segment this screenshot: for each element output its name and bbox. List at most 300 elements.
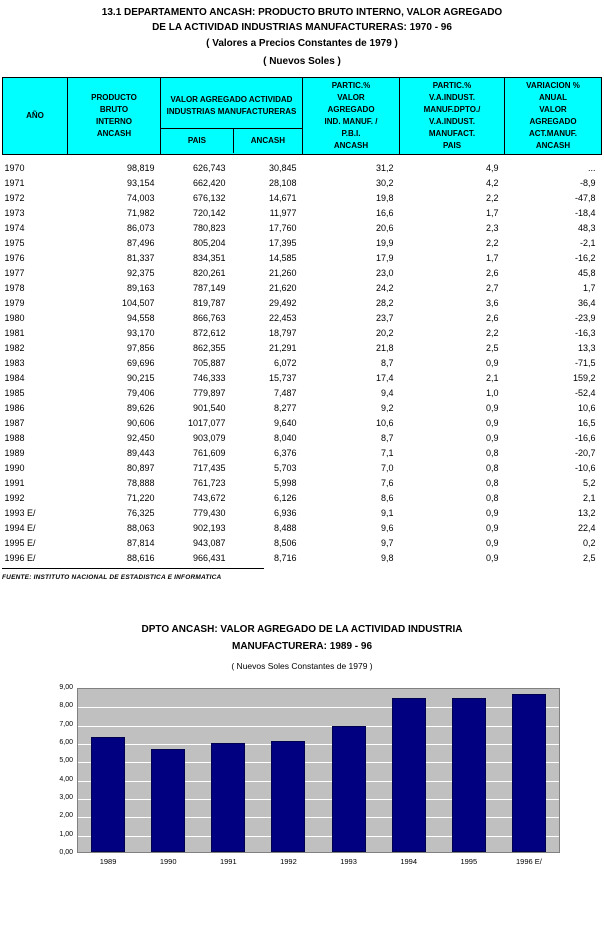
cell-va-ancash: 21,260 bbox=[268, 268, 297, 278]
chart-y-tick-label: 7,00 bbox=[59, 720, 73, 728]
column-header-variacion-l2: ANUAL bbox=[539, 93, 567, 102]
column-header-partic1-l5: P.B.I. bbox=[341, 129, 361, 138]
cell-partic-pbi: 17,9 bbox=[375, 253, 394, 263]
cell-pbi: 87,814 bbox=[126, 538, 155, 548]
cell-va-ancash: 9,640 bbox=[273, 418, 297, 428]
cell-year: 1984 bbox=[4, 373, 25, 383]
cell-partic-pbi: 31,2 bbox=[375, 163, 394, 173]
table-row bbox=[3, 521, 602, 536]
table-row bbox=[3, 341, 602, 356]
cell-partic-pbi: 23,7 bbox=[375, 313, 394, 323]
cell-pbi: 90,606 bbox=[126, 418, 155, 428]
cell-year: 1970 bbox=[4, 163, 25, 173]
chart-y-tick-label: 2,00 bbox=[59, 812, 73, 820]
table-row bbox=[3, 161, 602, 176]
cell-year: 1992 bbox=[4, 493, 25, 503]
cell-partic-pais: 2,1 bbox=[485, 373, 499, 383]
cell-partic-pbi: 7,6 bbox=[380, 478, 394, 488]
cell-partic-pais: 0,9 bbox=[485, 358, 499, 368]
title-line-2: DE LA ACTIVIDAD INDUSTRIAS MANUFACTURERAS: 1970 - 96 bbox=[152, 22, 452, 33]
column-header-va-l1: VALOR AGREGADO ACTIVIDAD bbox=[170, 94, 293, 104]
chart-block bbox=[0, 621, 604, 877]
cell-partic-pais: 3,6 bbox=[485, 298, 499, 308]
cell-year: 1972 bbox=[4, 193, 25, 203]
cell-variacion: 159,2 bbox=[572, 373, 596, 383]
cell-year: 1990 bbox=[4, 463, 25, 473]
column-header-va-subcolumns bbox=[161, 129, 302, 153]
column-header-pbi-l1: PRODUCTO bbox=[91, 93, 137, 102]
cell-va-pais: 720,142 bbox=[192, 208, 226, 218]
cell-variacion: 2,1 bbox=[582, 493, 596, 503]
cell-partic-pbi: 24,2 bbox=[375, 283, 394, 293]
column-header-partic2-l6: PAIS bbox=[442, 141, 462, 150]
chart-gridline bbox=[78, 854, 559, 855]
cell-va-ancash: 8,506 bbox=[273, 538, 297, 548]
cell-variacion: ... bbox=[587, 163, 596, 173]
table-header bbox=[3, 78, 602, 155]
cell-variacion: -16,6 bbox=[574, 433, 596, 443]
cell-partic-pais: 4,2 bbox=[485, 178, 499, 188]
cell-va-ancash: 6,376 bbox=[273, 448, 297, 458]
cell-va-ancash: 8,277 bbox=[273, 403, 297, 413]
cell-va-ancash: 21,620 bbox=[268, 283, 297, 293]
chart-x-tick-label: 1995 bbox=[460, 857, 478, 866]
cell-partic-pbi: 8,7 bbox=[380, 358, 394, 368]
cell-pbi: 88,616 bbox=[126, 553, 155, 563]
cell-variacion: 0,2 bbox=[582, 538, 596, 548]
cell-partic-pbi: 7,1 bbox=[380, 448, 394, 458]
cell-variacion: 2,5 bbox=[582, 553, 596, 563]
chart-title-line-2: MANUFACTURERA: 1989 - 96 bbox=[231, 641, 373, 652]
cell-year: 1981 bbox=[4, 328, 25, 338]
cell-partic-pbi: 20,6 bbox=[375, 223, 394, 233]
cell-va-pais: 872,612 bbox=[192, 328, 226, 338]
cell-partic-pbi: 9,6 bbox=[380, 523, 394, 533]
column-header-partic-pais bbox=[400, 78, 505, 155]
cell-va-pais: 662,420 bbox=[192, 178, 226, 188]
cell-va-ancash: 17,760 bbox=[268, 223, 297, 233]
cell-variacion: -71,5 bbox=[574, 358, 596, 368]
cell-pbi: 98,819 bbox=[126, 163, 155, 173]
chart-bar bbox=[91, 737, 125, 852]
column-header-variacion-l1: VARIACION % bbox=[526, 81, 580, 90]
column-header-va-pais: PAIS bbox=[161, 129, 234, 153]
chart-bar-slot bbox=[320, 689, 378, 852]
statistics-table bbox=[2, 77, 602, 566]
cell-pbi: 80,897 bbox=[126, 463, 155, 473]
chart-x-tick-label: 1990 bbox=[159, 857, 177, 866]
cell-year: 1993 E/ bbox=[4, 508, 36, 518]
chart-bar-slot bbox=[380, 689, 438, 852]
column-header-partic2-l1: PARTIC.% bbox=[432, 81, 472, 90]
cell-partic-pbi: 16,6 bbox=[375, 208, 394, 218]
cell-va-pais: 761,723 bbox=[192, 478, 226, 488]
table-row bbox=[3, 461, 602, 476]
cell-va-ancash: 5,998 bbox=[273, 478, 297, 488]
cell-variacion: -23,9 bbox=[574, 313, 596, 323]
title-line-4: ( Nuevos Soles ) bbox=[263, 56, 341, 67]
cell-partic-pais: 0,9 bbox=[485, 523, 499, 533]
chart-bar bbox=[512, 694, 546, 852]
cell-partic-pais: 2,2 bbox=[485, 238, 499, 248]
cell-partic-pbi: 9,4 bbox=[380, 388, 394, 398]
cell-year: 1995 E/ bbox=[4, 538, 36, 548]
cell-partic-pais: 0,8 bbox=[485, 463, 499, 473]
cell-variacion: -18,4 bbox=[574, 208, 596, 218]
cell-va-ancash: 6,072 bbox=[273, 358, 297, 368]
cell-year: 1996 E/ bbox=[4, 553, 36, 563]
chart-x-axis bbox=[78, 857, 559, 866]
cell-va-ancash: 28,108 bbox=[268, 178, 297, 188]
cell-variacion: -47,8 bbox=[574, 193, 596, 203]
chart-y-tick-label: 5,00 bbox=[59, 757, 73, 765]
column-header-pbi-l2: BRUTO bbox=[99, 105, 129, 114]
cell-year: 1973 bbox=[4, 208, 25, 218]
cell-partic-pais: 2,5 bbox=[485, 343, 499, 353]
chart-bar bbox=[392, 698, 426, 852]
column-header-variacion-l3: VALOR bbox=[539, 105, 567, 114]
cell-variacion: -2,1 bbox=[579, 238, 596, 248]
cell-va-pais: 743,672 bbox=[192, 493, 226, 503]
cell-va-pais: 820,261 bbox=[192, 268, 226, 278]
cell-year: 1985 bbox=[4, 388, 25, 398]
cell-year: 1971 bbox=[4, 178, 25, 188]
cell-year: 1989 bbox=[4, 448, 25, 458]
cell-pbi: 87,496 bbox=[126, 238, 155, 248]
table-row bbox=[3, 551, 602, 566]
cell-va-pais: 717,435 bbox=[192, 463, 226, 473]
cell-partic-pbi: 30,2 bbox=[375, 178, 394, 188]
cell-va-ancash: 18,797 bbox=[268, 328, 297, 338]
chart-bar-slot bbox=[259, 689, 317, 852]
cell-partic-pais: 2,2 bbox=[485, 328, 499, 338]
cell-va-ancash: 6,936 bbox=[273, 508, 297, 518]
column-header-year: AÑO bbox=[3, 78, 68, 155]
column-header-partic-pbi bbox=[303, 78, 400, 155]
cell-pbi: 79,406 bbox=[126, 388, 155, 398]
cell-partic-pais: 0,9 bbox=[485, 433, 499, 443]
source-divider bbox=[2, 568, 264, 569]
chart-bar bbox=[151, 749, 185, 852]
cell-va-pais: 626,743 bbox=[192, 163, 226, 173]
table-row bbox=[3, 506, 602, 521]
cell-va-ancash: 8,716 bbox=[273, 553, 297, 563]
cell-year: 1982 bbox=[4, 343, 25, 353]
cell-va-ancash: 17,395 bbox=[268, 238, 297, 248]
cell-va-ancash: 5,703 bbox=[273, 463, 297, 473]
chart-x-tick-label: 1992 bbox=[280, 857, 297, 866]
table-row bbox=[3, 431, 602, 446]
cell-va-ancash: 30,845 bbox=[268, 163, 297, 173]
table-row bbox=[3, 281, 602, 296]
cell-va-ancash: 7,487 bbox=[273, 388, 297, 398]
bar-chart bbox=[29, 682, 575, 877]
cell-partic-pbi: 23,0 bbox=[375, 268, 394, 278]
cell-partic-pbi: 19,8 bbox=[375, 193, 394, 203]
table-row bbox=[3, 296, 602, 311]
cell-year: 1994 E/ bbox=[4, 523, 36, 533]
cell-va-pais: 866,763 bbox=[192, 313, 226, 323]
cell-va-pais: 1017,077 bbox=[187, 418, 226, 428]
column-header-va-ancash: ANCASH bbox=[250, 135, 285, 145]
column-header-partic2-l3: MANUF.DPTO./ bbox=[423, 105, 481, 114]
cell-partic-pbi: 17,4 bbox=[375, 373, 394, 383]
cell-va-pais: 819,787 bbox=[192, 298, 226, 308]
cell-variacion: -16,2 bbox=[574, 253, 596, 263]
cell-partic-pbi: 9,1 bbox=[380, 508, 394, 518]
source-note: FUENTE: INSTITUTO NACIONAL DE ESTADISTICA E INFORMATICA bbox=[2, 574, 222, 581]
column-header-va-l2: INDUSTRIAS MANUFACTURERAS bbox=[166, 106, 297, 116]
chart-bars bbox=[78, 689, 559, 852]
table-row bbox=[3, 476, 602, 491]
cell-pbi: 89,626 bbox=[126, 403, 155, 413]
cell-partic-pais: 0,9 bbox=[485, 418, 499, 428]
cell-partic-pais: 0,8 bbox=[485, 478, 499, 488]
cell-partic-pbi: 9,2 bbox=[380, 403, 394, 413]
cell-partic-pbi: 19,9 bbox=[375, 238, 394, 248]
cell-va-pais: 966,431 bbox=[192, 553, 226, 563]
chart-y-tick-label: 0,00 bbox=[59, 849, 73, 856]
chart-x-tick-label: 1996 E/ bbox=[516, 857, 542, 866]
chart-y-tick-label: 3,00 bbox=[59, 794, 73, 801]
cell-year: 1986 bbox=[4, 403, 25, 413]
cell-va-pais: 787,149 bbox=[192, 283, 226, 293]
cell-va-pais: 779,430 bbox=[192, 508, 226, 518]
column-header-partic1-l3: AGREGADO bbox=[327, 105, 375, 114]
cell-partic-pais: 2,3 bbox=[485, 223, 499, 233]
cell-va-pais: 902,193 bbox=[192, 523, 226, 533]
chart-bar-slot bbox=[139, 689, 197, 852]
cell-year: 1975 bbox=[4, 238, 25, 248]
column-header-partic1-l4: IND. MANUF. / bbox=[324, 117, 378, 126]
cell-va-ancash: 22,453 bbox=[268, 313, 297, 323]
chart-y-tick-label: 8,00 bbox=[59, 702, 73, 710]
column-header-partic2-l2: V.A.INDUST. bbox=[429, 93, 475, 102]
cell-partic-pbi: 8,6 bbox=[380, 493, 394, 503]
cell-variacion: 45,8 bbox=[577, 268, 596, 278]
cell-pbi: 74,003 bbox=[126, 193, 155, 203]
cell-pbi: 76,325 bbox=[126, 508, 155, 518]
cell-partic-pais: 0,9 bbox=[485, 508, 499, 518]
statistics-table-wrapper bbox=[2, 77, 602, 566]
cell-partic-pais: 0,8 bbox=[485, 448, 499, 458]
cell-va-ancash: 11,977 bbox=[269, 208, 297, 218]
cell-year: 1987 bbox=[4, 418, 25, 428]
cell-year: 1991 bbox=[4, 478, 25, 488]
cell-pbi: 88,063 bbox=[126, 523, 155, 533]
column-header-variacion-l6: ANCASH bbox=[535, 141, 571, 150]
cell-pbi: 104,507 bbox=[121, 298, 155, 308]
chart-x-tick-label: 1989 bbox=[99, 857, 117, 866]
cell-partic-pais: 2,7 bbox=[485, 283, 499, 293]
table-row bbox=[3, 356, 602, 371]
chart-bar bbox=[271, 741, 305, 852]
cell-variacion: 13,2 bbox=[577, 508, 596, 518]
cell-year: 1977 bbox=[4, 268, 25, 278]
cell-partic-pais: 1,7 bbox=[485, 253, 499, 263]
cell-year: 1988 bbox=[4, 433, 25, 443]
table-row bbox=[3, 491, 602, 506]
cell-pbi: 81,337 bbox=[126, 253, 155, 263]
table-row bbox=[3, 191, 602, 206]
cell-pbi: 71,220 bbox=[126, 493, 155, 503]
cell-partic-pais: 2,2 bbox=[485, 193, 499, 203]
table-row bbox=[3, 371, 602, 386]
cell-year: 1979 bbox=[4, 298, 25, 308]
title-line-1: 13.1 DEPARTAMENTO ANCASH: PRODUCTO BRUTO INTERNO, VALOR AGREGADO bbox=[101, 7, 503, 18]
cell-pbi: 93,170 bbox=[126, 328, 155, 338]
cell-va-ancash: 15,737 bbox=[268, 373, 297, 383]
chart-title-line-1: DPTO ANCASH: VALOR AGREGADO DE LA ACTIVIDAD INDUSTRIA bbox=[141, 624, 463, 635]
cell-year: 1976 bbox=[4, 253, 25, 263]
cell-partic-pais: 1,0 bbox=[485, 388, 499, 398]
cell-va-ancash: 8,488 bbox=[273, 523, 297, 533]
cell-partic-pbi: 20,2 bbox=[375, 328, 394, 338]
cell-va-pais: 761,609 bbox=[192, 448, 226, 458]
column-header-partic1-l2: VALOR bbox=[337, 93, 365, 102]
cell-partic-pbi: 28,2 bbox=[375, 298, 394, 308]
table-header-row bbox=[3, 78, 602, 155]
cell-va-pais: 943,087 bbox=[192, 538, 226, 548]
cell-partic-pbi: 9,7 bbox=[380, 538, 394, 548]
column-header-partic1-l6: ANCASH bbox=[333, 141, 369, 150]
cell-pbi: 97,856 bbox=[126, 343, 155, 353]
cell-partic-pais: 0,8 bbox=[485, 493, 499, 503]
cell-variacion: 16,5 bbox=[577, 418, 596, 428]
column-header-variacion bbox=[505, 78, 602, 155]
cell-va-pais: 903,079 bbox=[192, 433, 226, 443]
cell-va-pais: 705,887 bbox=[192, 358, 226, 368]
cell-variacion: -20,7 bbox=[574, 448, 596, 458]
cell-variacion: 36,4 bbox=[577, 298, 596, 308]
table-row bbox=[3, 536, 602, 551]
chart-subtitle: ( Nuevos Soles Constantes de 1979 ) bbox=[231, 661, 373, 671]
cell-va-ancash: 14,671 bbox=[268, 193, 297, 203]
cell-pbi: 92,375 bbox=[126, 268, 155, 278]
chart-bar-slot bbox=[79, 689, 137, 852]
cell-va-ancash: 21,291 bbox=[268, 343, 297, 353]
cell-va-pais: 805,204 bbox=[192, 238, 226, 248]
column-header-valor-agregado-group bbox=[161, 78, 303, 155]
chart-y-tick-label: 1,00 bbox=[59, 830, 73, 838]
cell-year: 1983 bbox=[4, 358, 25, 368]
table-row bbox=[3, 401, 602, 416]
cell-variacion: -10,6 bbox=[574, 463, 596, 473]
table-row bbox=[3, 206, 602, 221]
column-header-pbi-l3: INTERNO bbox=[96, 117, 132, 126]
chart-bar-slot bbox=[199, 689, 257, 852]
cell-variacion: 10,6 bbox=[577, 403, 596, 413]
table-row bbox=[3, 266, 602, 281]
cell-year: 1974 bbox=[4, 223, 25, 233]
chart-x-tick-label: 1991 bbox=[219, 857, 237, 866]
cell-pbi: 94,558 bbox=[126, 313, 155, 323]
cell-partic-pbi: 10,6 bbox=[375, 418, 394, 428]
column-header-va-group-title bbox=[161, 80, 302, 129]
cell-pbi: 92,450 bbox=[126, 433, 155, 443]
column-header-partic2-l4: V.A.INDUST. bbox=[429, 117, 475, 126]
column-header-partic1-l1: PARTIC.% bbox=[331, 81, 371, 90]
cell-va-pais: 746,333 bbox=[192, 373, 226, 383]
cell-variacion: -16,3 bbox=[574, 328, 596, 338]
chart-x-tick-label: 1994 bbox=[400, 857, 418, 866]
cell-variacion: -52,4 bbox=[574, 388, 596, 398]
cell-va-pais: 862,355 bbox=[192, 343, 226, 353]
table-row bbox=[3, 221, 602, 236]
cell-pbi: 90,215 bbox=[126, 373, 155, 383]
cell-partic-pais: 0,9 bbox=[485, 538, 499, 548]
chart-x-tick-label: 1993 bbox=[340, 857, 357, 866]
column-header-variacion-l4: AGREGADO bbox=[529, 117, 577, 126]
title-line-3: ( Valores a Precios Constantes de 1979 ) bbox=[206, 38, 398, 49]
table-row bbox=[3, 446, 602, 461]
cell-va-ancash: 8,040 bbox=[273, 433, 297, 443]
cell-pbi: 86,073 bbox=[126, 223, 155, 233]
cell-partic-pais: 0,9 bbox=[485, 403, 499, 413]
chart-bar-slot bbox=[500, 689, 558, 852]
table-row bbox=[3, 386, 602, 401]
cell-partic-pbi: 9,8 bbox=[380, 553, 394, 563]
cell-va-ancash: 6,126 bbox=[273, 493, 297, 503]
cell-variacion: 22,4 bbox=[577, 523, 596, 533]
chart-bar bbox=[452, 698, 486, 852]
table-row bbox=[3, 236, 602, 251]
cell-variacion: 13,3 bbox=[577, 343, 596, 353]
cell-va-pais: 676,132 bbox=[192, 193, 226, 203]
cell-year: 1978 bbox=[4, 283, 25, 293]
cell-partic-pais: 2,6 bbox=[485, 268, 499, 278]
cell-variacion: -8,9 bbox=[579, 178, 596, 188]
cell-partic-pbi: 8,7 bbox=[380, 433, 394, 443]
cell-va-pais: 834,351 bbox=[192, 253, 226, 263]
chart-bar-slot bbox=[440, 689, 498, 852]
table-row bbox=[3, 416, 602, 431]
column-header-pbi bbox=[68, 78, 161, 155]
chart-y-tick-label: 9,00 bbox=[59, 684, 73, 691]
cell-variacion: 5,2 bbox=[582, 478, 596, 488]
chart-y-tick-label: 6,00 bbox=[59, 739, 73, 746]
cell-pbi: 71,982 bbox=[126, 208, 155, 218]
table-row bbox=[3, 251, 602, 266]
chart-bar bbox=[211, 743, 245, 852]
column-header-partic2-l5: MANUFACT. bbox=[428, 129, 476, 138]
cell-pbi: 89,443 bbox=[126, 448, 155, 458]
table-row bbox=[3, 311, 602, 326]
cell-variacion: 1,7 bbox=[582, 283, 596, 293]
column-header-variacion-l5: ACT.MANUF. bbox=[529, 129, 577, 138]
cell-va-ancash: 29,492 bbox=[268, 298, 297, 308]
chart-y-tick-label: 4,00 bbox=[59, 775, 73, 783]
cell-va-pais: 901,540 bbox=[192, 403, 226, 413]
cell-variacion: 48,3 bbox=[577, 223, 596, 233]
cell-partic-pais: 2,6 bbox=[485, 313, 499, 323]
cell-pbi: 69,696 bbox=[126, 358, 155, 368]
cell-partic-pbi: 21,8 bbox=[375, 343, 394, 353]
cell-va-pais: 780,823 bbox=[192, 223, 226, 233]
table-row bbox=[3, 326, 602, 341]
table-row bbox=[3, 176, 602, 191]
column-header-pbi-l4: ANCASH bbox=[96, 129, 132, 138]
cell-year: 1980 bbox=[4, 313, 25, 323]
cell-partic-pais: 4,9 bbox=[485, 163, 499, 173]
cell-pbi: 78,888 bbox=[126, 478, 155, 488]
table-body bbox=[3, 155, 602, 567]
cell-va-pais: 779,897 bbox=[192, 388, 226, 398]
cell-partic-pais: 0,9 bbox=[485, 553, 499, 563]
chart-bar bbox=[332, 726, 366, 852]
cell-pbi: 93,154 bbox=[126, 178, 155, 188]
document-title-block bbox=[0, 0, 604, 71]
